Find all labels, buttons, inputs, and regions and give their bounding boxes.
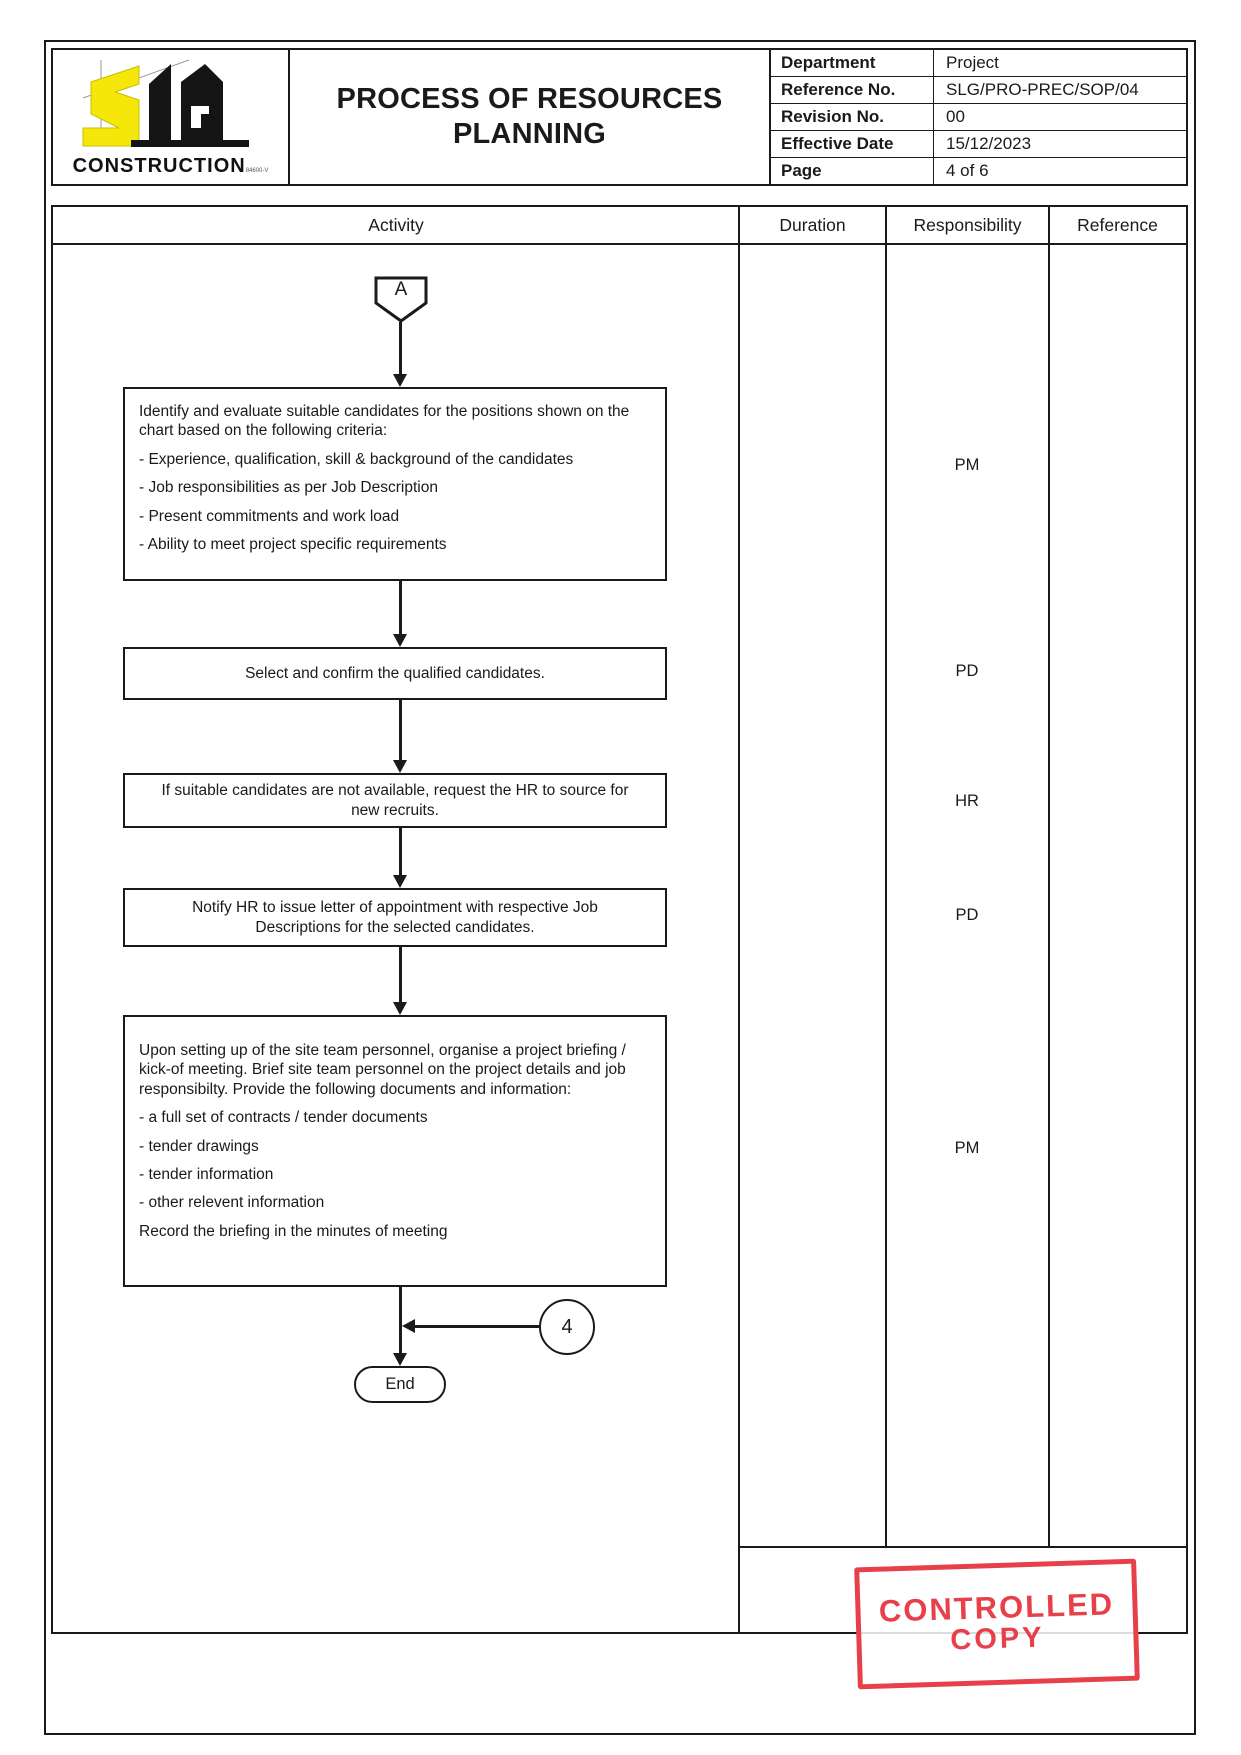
step-bullet: - Ability to meet project specific requirements	[139, 535, 447, 553]
column-header-duration: Duration	[779, 214, 846, 235]
info-label: Revision No.	[771, 104, 934, 130]
header-divider	[53, 243, 1186, 245]
connector-4-line	[414, 1325, 539, 1328]
column-header-responsibility: Responsibility	[913, 214, 1022, 235]
info-row-department	[771, 50, 1186, 77]
responsibility-value: PM	[954, 456, 980, 474]
flow-line	[399, 828, 402, 877]
flow-line	[399, 581, 402, 636]
step-bullet: - other relevent information	[139, 1194, 325, 1212]
info-value: 15/12/2023	[946, 134, 1032, 153]
step-bullet: - Present commitments and work load	[139, 507, 400, 525]
responsibility-value: PD	[955, 662, 979, 680]
arrowhead-down	[393, 1002, 407, 1015]
flow-line	[399, 700, 402, 762]
arrowhead-left	[402, 1319, 415, 1333]
info-value: 00	[946, 107, 965, 126]
info-row-reference-no	[771, 77, 1186, 104]
step-text: Select and confirm the qualified candidates.	[245, 664, 545, 682]
arrowhead-down	[393, 1353, 407, 1366]
info-label: Effective Date	[771, 131, 934, 157]
info-value: Project	[946, 53, 999, 72]
onpage-connector-4	[539, 1299, 595, 1355]
step-text: If suitable candidates are not available, request the HR to source for new recruits.	[161, 782, 629, 819]
step-bullet: - Experience, qualification, skill & background of the candidates	[139, 450, 574, 468]
process-box-select-candidates	[123, 647, 667, 700]
step-text: Notify HR to issue letter of appointment with respective Job Descriptions for the selected candidates.	[192, 899, 598, 936]
document-info-table	[771, 50, 1186, 184]
arrowhead-down	[393, 760, 407, 773]
step-footer: Record the briefing in the minutes of meeting	[139, 1222, 448, 1240]
stamp-text-line1: CONTROLLED	[878, 1586, 1115, 1629]
step-bullet: - tender information	[139, 1165, 274, 1183]
divider-responsibility-reference	[1048, 207, 1050, 1546]
logo-subtitle-text: CONSTRUCTION	[72, 155, 246, 177]
connector-a-label: A	[394, 279, 408, 300]
process-box-request-hr	[123, 773, 667, 828]
column-header-reference: Reference	[1077, 214, 1158, 235]
arrowhead-down	[393, 875, 407, 888]
offpage-connector-a	[374, 276, 428, 323]
process-box-identify-candidates	[123, 387, 667, 581]
process-box-notify-hr	[123, 888, 667, 947]
process-box-project-briefing	[123, 1015, 667, 1287]
arrowhead-down	[393, 374, 407, 387]
info-row-effective-date	[771, 131, 1186, 158]
title-cell	[290, 50, 771, 184]
step-bullet: - tender drawings	[139, 1137, 259, 1155]
logo-cell	[53, 50, 290, 184]
flow-line	[399, 947, 402, 1004]
bottom-cell-divider	[738, 1546, 1186, 1548]
logo-company-name	[71, 155, 271, 178]
arrowhead-down	[393, 634, 407, 647]
logo-suffix-text: 84600-V	[245, 168, 269, 174]
info-row-page	[771, 158, 1186, 184]
step-text: Upon setting up of the site team personnel, organise a project briefing / kick-of meeting. Brief site team personnel on the project details and job responsibilty. Provide the following documents and information:	[139, 1042, 626, 1098]
info-label: Page	[771, 158, 934, 184]
divider-duration-responsibility	[885, 207, 887, 1546]
step-bullet: - a full set of contracts / tender documents	[139, 1109, 428, 1127]
step-text: Identify and evaluate suitable candidates for the positions shown on the chart based on the following criteria:	[139, 403, 630, 440]
company-logo	[71, 54, 271, 180]
info-label: Department	[771, 50, 934, 76]
divider-activity-duration	[738, 207, 740, 1632]
column-header-activity: Activity	[368, 214, 424, 235]
step-bullet: - Job responsibilities as per Job Description	[139, 479, 438, 497]
info-row-revision-no	[771, 104, 1186, 131]
flow-line	[399, 322, 402, 374]
responsibility-value: PM	[954, 1139, 980, 1157]
info-label: Reference No.	[771, 77, 934, 103]
connector-4-label: 4	[561, 1315, 573, 1338]
stamp-text-line2: COPY	[949, 1621, 1046, 1657]
info-value: SLG/PRO-PREC/SOP/04	[946, 80, 1139, 99]
controlled-copy-stamp	[854, 1559, 1140, 1690]
slg-logo-icon	[71, 54, 271, 154]
end-terminator	[354, 1366, 446, 1403]
responsibility-value: HR	[955, 792, 979, 810]
document-title: PROCESS OF RESOURCES PLANNING	[336, 83, 723, 150]
info-value: 4 of 6	[946, 161, 989, 180]
responsibility-value: PD	[955, 906, 979, 924]
document-header	[51, 48, 1188, 186]
end-label: End	[385, 1375, 415, 1393]
